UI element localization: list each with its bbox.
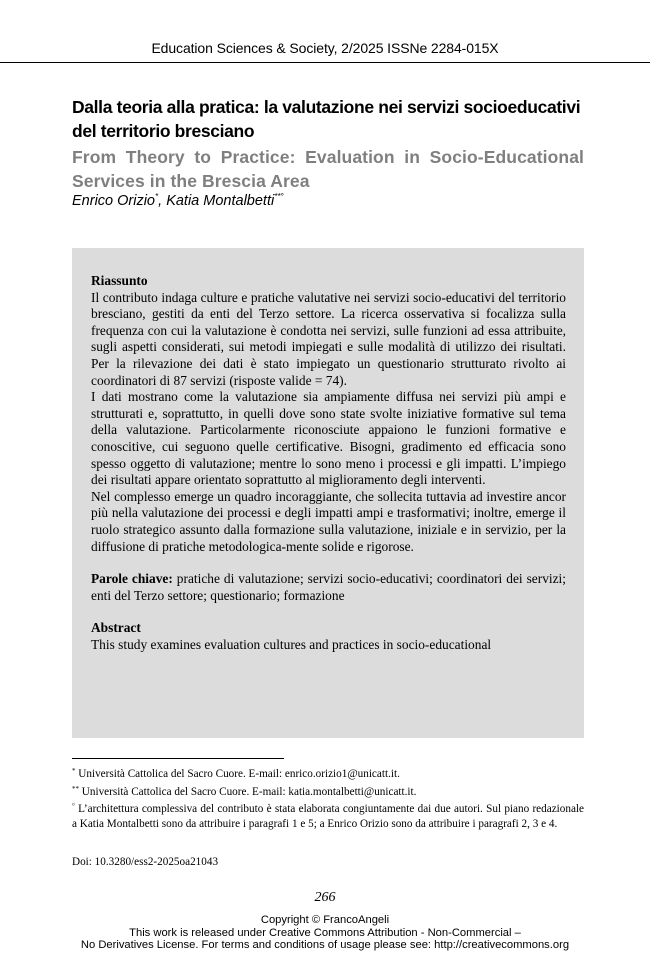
page-number: 266 [314,890,336,905]
footnote-marker: * [72,767,76,775]
footnote [72,764,584,782]
author-name: Enrico Orizio [72,193,155,209]
footnote [72,799,584,831]
author-separator: , [158,193,167,209]
keywords-paragraph [91,571,566,604]
article-title-english: From Theory to Practice: Evaluation in Socio-Educational Services in the Brescia Area [72,147,584,191]
footnote-marker: ° [72,802,75,810]
keywords-label: Parole chiave: [91,571,173,587]
author-line [72,192,284,209]
footnote-marker: ** [72,784,79,793]
footnote-rule [72,758,284,759]
copyright-line: Copyright © FrancoAngeli [260,914,390,926]
license-line: No Derivatives License. For terms and conditions of usage please see: http://creativecommons.org [80,939,570,952]
riassunto-paragraph: Il contributo indaga culture e pratiche valutative nei servizi socio-educativi del territorio bresciano, gestiti da enti del Terzo settore. La ricerca osservativa si focalizza sulla frequenza con cui la valutazione è condotta nei servizi, sulle funzioni ad essa attribuite, sugli aspetti considerati, sui metodi impiegati e sulle modalità di utilizzo dei risultati. Per la rilevazione dei dati è stato impiegato un questionario strutturato rivolto ai coordinatori di 87 servizi (risposte valide = 74). [91,289,566,388]
header-rule [0,62,650,63]
footnotes [72,764,584,831]
license-line: This work is released under Creative Commons Attribution - Non-Commercial – [129,926,521,939]
spacer [91,604,566,620]
footnote-text: Università Cattolica del Sacro Cuore. E-mail: katia.montalbetti@unicatt.it. [79,785,417,798]
abstract-content [91,273,566,653]
running-header: Education Sciences & Society, 2/2025 ISSNe 2284-015X [151,40,499,56]
author-name: Katia Montalbetti [166,193,275,209]
license-footer [0,914,650,952]
riassunto-heading: Riassunto [91,273,148,288]
riassunto-paragraph: I dati mostrano come la valutazione sia ampiamente diffusa nei servizi più ampi e strutturati e, soprattutto, in quelli dove sono state svolte iniziative formative sul tema della valutazione. Particolarmente riconosciute appaiono le funzioni formative e conoscitive, cui seguono quelle certificative. Bisogni, gradimento ed efficacia sono spesso oggetto di valutazione; mentre lo sono meno i processi e gli impatti. L’impiego dei risultati appare orientato soprattutto al miglioramento degli interventi. [91,389,566,488]
spacer [91,555,566,571]
riassunto-paragraph: Nel complesso emerge un quadro incoraggiante, che sollecita tuttavia ad investire ancor più nella valutazione dei processi e degli impatti ampi e trasformativi; inoltre, emerge il ruolo strategico assunto dalla formazione sulla valutazione, iniziale e in servizio, per la diffusione di pratiche metodologica-mente solide e rigorose. [91,488,566,554]
abstract-box [72,248,584,738]
footnote-text: L’architettura complessiva del contributo è stata elaborata congiuntamente dai due autori. Sul piano redazionale a Katia Montalbetti sono da attribuire i paragrafi 1 e 5; a Enrico Orizio sono da attribuire i paragrafi 2, 3 e 4. [72,803,584,830]
doi: Doi: 10.3280/ess2-2025oa21043 [72,856,219,868]
footnote-marker: **° [274,192,284,201]
footnote [72,782,584,800]
footnote-text: Università Cattolica del Sacro Cuore. E-mail: enrico.orizio1@unicatt.it. [75,768,400,780]
keywords-text: pratiche di valutazione; servizi socio-educativi; coordinatori dei servizi; enti del Terzo settore; questionario; formazione [91,571,566,603]
footnote-marker: * [155,192,159,201]
article-title-italian: Dalla teoria alla pratica: la valutazione nei servizi socioeducativi del territorio bresciano [72,97,581,141]
abstract-paragraph: This study examines evaluation cultures and practices in socio-educational [91,636,492,652]
abstract-heading: Abstract [91,620,141,636]
